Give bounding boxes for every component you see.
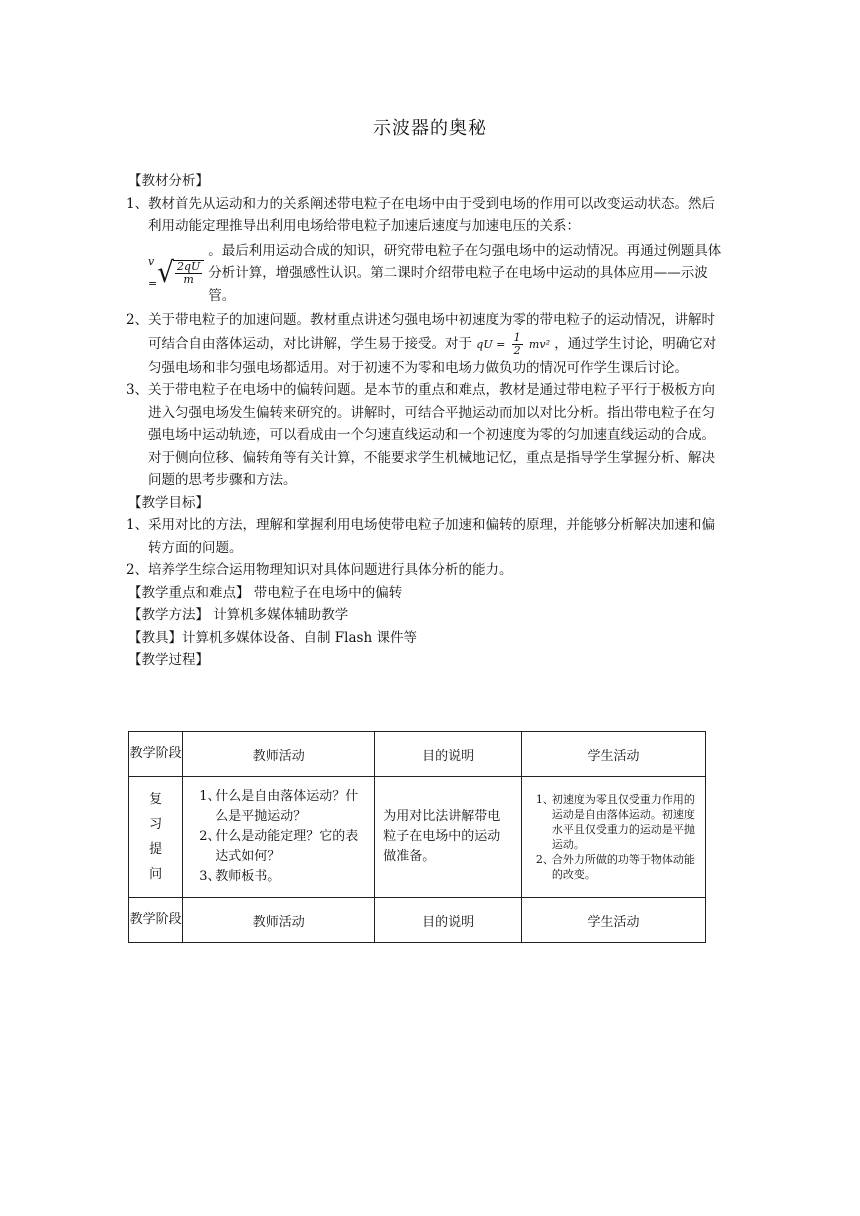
- formula-numerator: 1: [513, 330, 521, 344]
- header-student: 学生活动: [521, 898, 705, 943]
- item-text: 采用对比的方法，理解和掌握利用电场使带电粒子加速和偏转的原理，并能够分析解决加速和偏转方面的问题。: [148, 517, 715, 556]
- formula-fraction: [512, 332, 523, 357]
- section-keypoints: [128, 582, 724, 605]
- tools-text: 计算机多媒体设备、自制 Flash 课件等: [182, 629, 417, 646]
- item-text-cont: ，通过学生讨论，明确它对匀强电场和非匀强电场都适用。对于初速不为零和电场力做负功的情况可作学生课后讨论。: [148, 335, 717, 376]
- keypoints-label: 【教学重点和难点】: [128, 584, 250, 601]
- analysis-item-1: [128, 193, 724, 308]
- list-item: 1、 初速度为零且仅受重力作用的运动是自由落体运动。初速度水平且仅受重力的运动是平抛运动。: [535, 793, 695, 851]
- item-text: 关于带电粒子在电场中的偏转问题。是本节的重点和难点，教材是通过带电粒子平行于极板方向进入匀强电场发生偏转来研究的。讲解时，可结合平抛运动而加以对比分析。指出带电粒子在匀强电场中运动轨迹，可以看成由一个匀速直线运动和一个初速度为零的匀加速直线运动的合成。对于侧向位移、偏转角等有关计算，不能要求学生机械地记忆，重点是指导学生掌握分析、解决问题的思考步骤和方法。: [148, 382, 715, 488]
- header-teacher: 教师活动: [183, 898, 375, 943]
- teacher-activity-cell: [183, 777, 375, 898]
- objective-item-1: [128, 514, 724, 559]
- document-body: [128, 170, 724, 672]
- table-row: [129, 777, 706, 898]
- formula-numerator: 2qU: [176, 260, 201, 274]
- formula-lhs: qU =: [476, 337, 506, 351]
- list-item: 2、 什么是动能定理？它的表达式如何？: [199, 829, 359, 864]
- item-number: 2、: [126, 312, 149, 328]
- formula-denominator: 2: [513, 343, 521, 357]
- item-text-cont: 。最后利用运动合成的知识，研究带电粒子在匀强电场中的运动情况。再通过例题具体分析计算，增强感性认识。第二课时介绍带电粒子在电场中运动的具体应用——示波管。: [208, 242, 722, 304]
- list-item: 1、 什么是自由落体运动？什么是平抛运动？: [199, 789, 359, 824]
- keypoints-text: 带电粒子在电场中的偏转: [249, 584, 403, 601]
- header-stage: 教学阶段: [129, 898, 183, 943]
- formula-denominator: m: [183, 273, 194, 287]
- list-item: 3、 教师板书。: [199, 869, 281, 884]
- header-stage: 教学阶段: [129, 732, 183, 777]
- stage-review: 复 习 提 问: [129, 777, 183, 898]
- method-label: 【教学方法】: [128, 607, 209, 623]
- method-text: 计算机多媒体辅助教学: [209, 607, 349, 623]
- section-heading-process: 【教学过程】: [128, 652, 209, 668]
- list-item: 2、 合外力所做的功等于物体动能的改变。: [535, 853, 695, 881]
- table-header-row-repeat: [129, 898, 706, 943]
- item-number: 1、: [126, 195, 149, 212]
- formula-rhs: mv²: [528, 337, 550, 351]
- item-number: 3、: [126, 382, 149, 398]
- item-number: 1、: [126, 517, 149, 533]
- page-title: 示波器的奥秘: [373, 118, 487, 139]
- table-header-row: [129, 732, 706, 777]
- item-text: 教材首先从运动和力的关系阐述带电粒子在电场中由于受到电场的作用可以改变运动状态。然后利用动能定理推导出利用电场给带电粒子加速后速度与加速电压的关系：: [148, 195, 715, 234]
- item-number: 2、: [126, 562, 149, 578]
- section-heading-objectives: 【教学目标】: [128, 494, 209, 511]
- tools-label: 【教具】: [128, 629, 182, 646]
- item-text: 培养学生综合运用物理知识对具体问题进行具体分析的能力。: [148, 562, 513, 578]
- purpose-cell: 为用对比法讲解带电粒子在电场中的运动做准备。: [375, 777, 522, 898]
- section-heading-analysis: 【教材分析】: [128, 173, 209, 189]
- header-teacher: 教师活动: [183, 732, 375, 777]
- formula-lhs: v =: [148, 254, 158, 291]
- header-purpose: 目的说明: [375, 898, 522, 943]
- teaching-process-table: [128, 731, 706, 943]
- section-method: [128, 604, 724, 627]
- objective-item-2: [128, 559, 724, 582]
- sqrt-symbol: √ $\frac{2qU}{m}$: [157, 260, 204, 286]
- item-text: 关于带电粒子的加速问题。教材重点讲述匀强电场中初速度为零的带电粒子的运动情况，讲解时可结合自由落体运动，对比讲解，学生易于接受。对于: [148, 312, 715, 352]
- section-tools: [128, 627, 724, 650]
- analysis-item-3: [128, 379, 724, 492]
- header-student: 学生活动: [521, 732, 705, 777]
- header-purpose: 目的说明: [375, 732, 522, 777]
- formula-velocity: [148, 240, 724, 308]
- student-activity-cell: [521, 777, 705, 898]
- analysis-item-2: [128, 309, 724, 379]
